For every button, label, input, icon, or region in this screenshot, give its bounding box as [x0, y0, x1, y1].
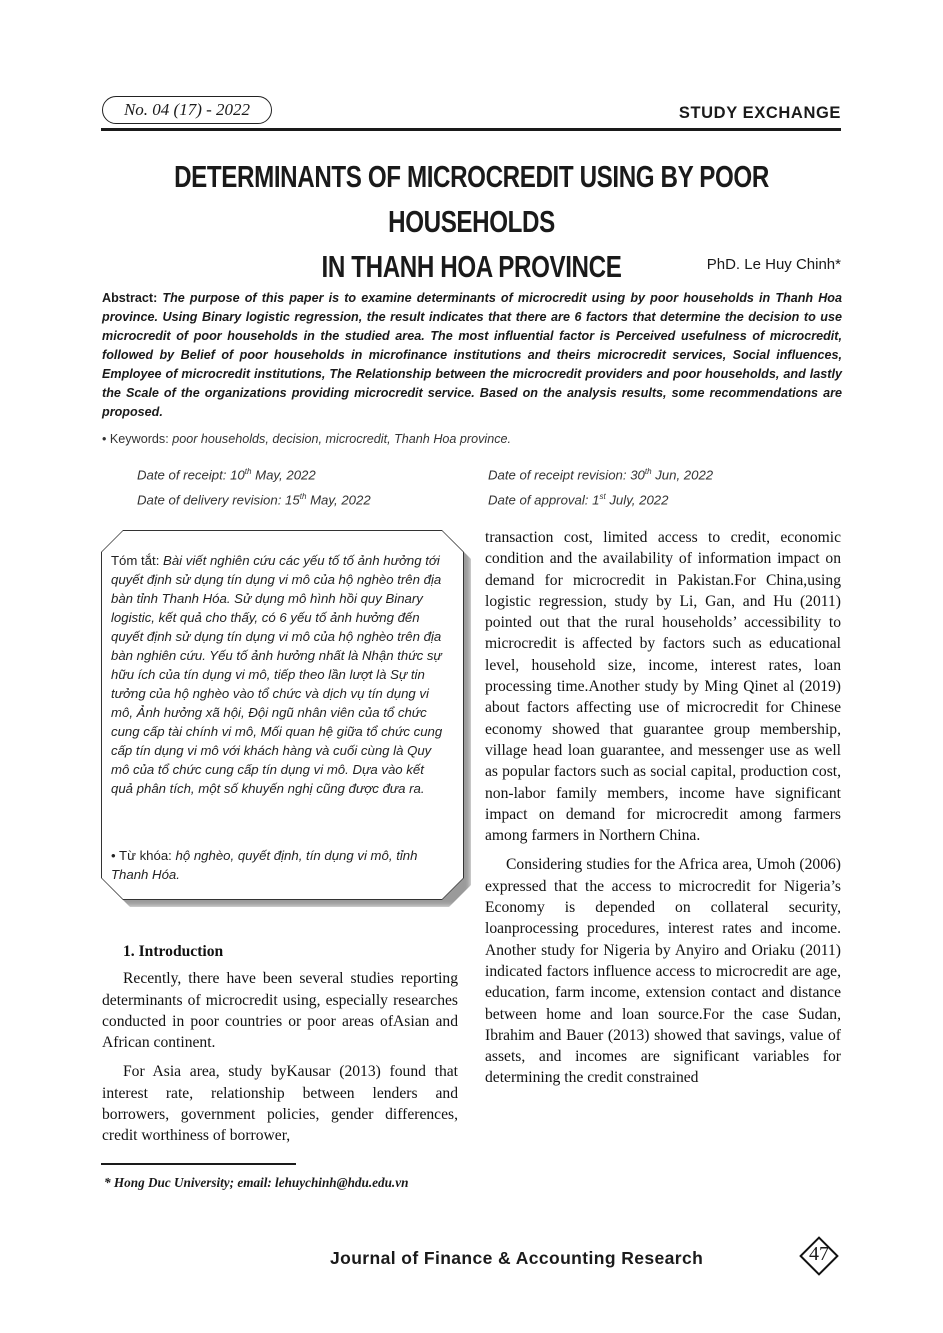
- issue-number-badge: No. 04 (17) - 2022: [102, 96, 272, 124]
- article-title: [174, 154, 769, 289]
- vietnamese-summary: [111, 551, 446, 798]
- page-number: 47: [809, 1243, 829, 1265]
- date-of-approval: Date of approval: 1st July, 2022: [488, 492, 669, 508]
- paragraph: Recently, there have been several studies reporting determinants of microcredit using, especially researches conducted in poor countries or poor areas ofAsian and African continent.: [102, 970, 458, 1052]
- section-label: STUDY EXCHANGE: [678, 104, 841, 122]
- author: PhD. Le Huy Chinh*: [706, 256, 841, 273]
- paragraph: transaction cost, limited access to credit, economic condition and the availability of information impact on demand for microcredit in Pakistan.For China,using logistic regression, study by Li, Gan, and Hu (2011) pointed out that the rural households’ accessibility to microcredit is affected by factors such as educational level, household size, income, interest rates, loan processing time.Another study by Ming Qinet al (2019) about factors affecting use of microcredit for Chinese economy showed that guarantee group membership, village head loan guarantee, and messenger use as well as popular factors such as social capital, production cost, non-labor family members, income have significant impact on demand for microcredit among farmers among farmers in Northern China.: [485, 529, 841, 845]
- abstract-text: The purpose of this paper is to examine determinants of microcredit using by poor households in Thanh Hoa province. Using Binary logistic regression, the result indicates that there are 6 factors that determine the decision to use microcredit of poor households in the studied area. The most influential factor is Perceived usefulness of microcredit, followed by Belief of poor households in microfinance institutions and theirs microcredit services, Social influences, Employee of microcredit institutions, The Relationship between the microcredit providers and poor households, and lastly the Scale of the organizations providing microcredit service. Based on the analysis results, some recommendations are proposed.: [102, 291, 842, 419]
- journal-name: Journal of Finance & Accounting Research: [330, 1248, 704, 1268]
- footnote: * Hong Duc University; email: lehuychinh@hdu.edu.vn: [104, 1175, 409, 1190]
- date-of-receipt: Date of receipt: 10th May, 2022: [137, 467, 316, 483]
- body-right-column: [485, 527, 841, 1097]
- keywords-label: • Keywords:: [102, 432, 173, 446]
- keywords: [102, 430, 842, 448]
- vn-keywords-text: hộ nghèo, quyết định, tín dụng vi mô, tỉnh Thanh Hóa.: [111, 848, 418, 882]
- abstract-label: Abstract:: [102, 291, 163, 305]
- paragraph: For Asia area, study byKausar (2013) found that interest rate, relationship between lenders and borrowers, government policies, gender differences, credit worthiness of borrower,: [102, 1063, 458, 1145]
- title-line: DETERMINANTS OF MICROCREDIT USING BY POOR HOUSEHOLDS: [174, 159, 769, 239]
- summary-label: Tóm tắt:: [111, 553, 164, 568]
- paragraph: Considering studies for the Africa area, Umoh (2006) expressed that the access to microcredit for Nigeria’s Economy is depended on collateral security, loanprocessing procedures, interest rates and income. Another study for Nigeria by Anyiro and Oriaku (2011) indicated factors influence access to microcredit are age, education, farm income, extension contact and distance between home and loan source.For the case Sudan, Ibrahim and Bauer (2013) showed that savings, value of assets, and incomes are significant variables for determining the credit constrained: [485, 856, 841, 1087]
- summary-text: Bài viết nghiên cứu các yếu tố tố ảnh hưởng tới quyết định sử dụng tín dụng vi mô của hộ nghèo trên địa bàn tỉnh Thanh Hóa. Sử dụng mô hình hồi quy Binary logistic, kết quả cho thấy, có 6 yếu tố ảnh hưởng đến quyết định sử dụng tín dụng vi mô của hộ nghèo trên địa bàn nghiên cứu. Yếu tố ảnh hưởng nhất là Nhận thức sự hữu ích của tín dụng vi mô, tiếp theo lần lượt là Sự tin tưởng của hộ nghèo vào tổ chức và dịch vụ tín dụng vi mô, Ảnh hưởng xã hội, Đội ngũ nhân viên của tổ chức cung cấp tài chính vi mô, Mối quan hệ giữa tổ chức cung cấp tín dụng vi mô với khách hàng và cuối cùng là Quy mô của tổ chức cung cấp tín dụng vi mô. Dựa vào kết quả phân tích, một số khuyến nghị cũng được đưa ra.: [111, 553, 443, 796]
- date-of-delivery-revision: Date of delivery revision: 15th May, 2022: [137, 492, 371, 508]
- vn-keywords-label: • Từ khóa:: [111, 848, 176, 863]
- header-divider: [101, 128, 841, 131]
- vietnamese-keywords: [111, 846, 446, 884]
- body-left-column: [102, 941, 458, 1155]
- title-line: IN THANH HOA PROVINCE: [321, 249, 622, 284]
- footnote-divider: [101, 1163, 296, 1165]
- page-number-badge: [797, 1234, 841, 1278]
- section-heading: 1. Introduction: [123, 943, 224, 960]
- abstract: [102, 289, 842, 422]
- keywords-text: poor households, decision, microcredit, Thanh Hoa province.: [172, 432, 512, 446]
- date-of-receipt-revision: Date of receipt revision: 30th Jun, 2022: [488, 467, 714, 483]
